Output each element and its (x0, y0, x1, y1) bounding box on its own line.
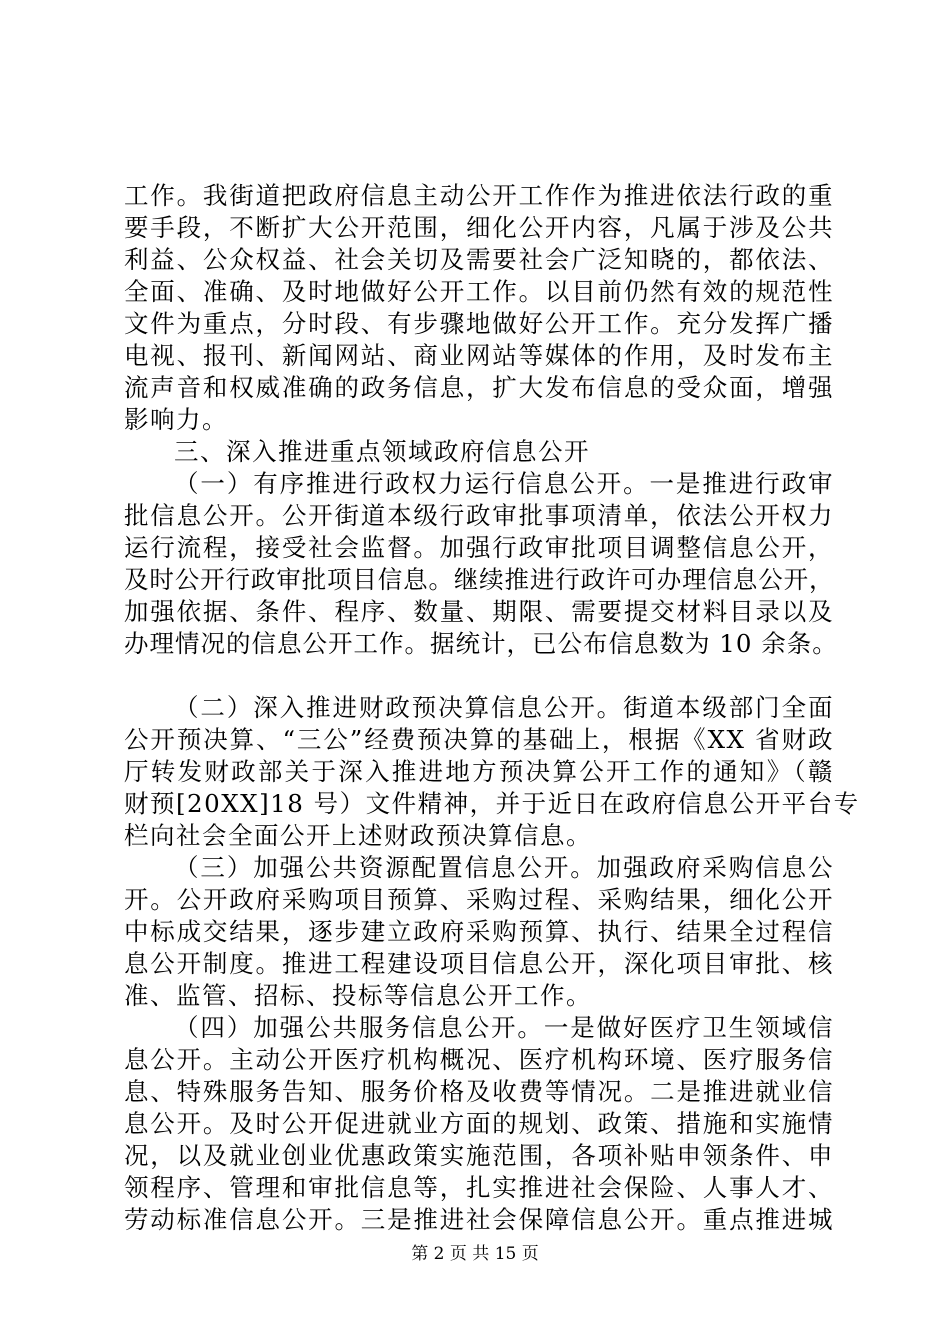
body-line: 文件为重点，分时段、有步骤地做好公开工作。充分发挥广播 (124, 309, 834, 338)
body-line: 息、特殊服务告知、服务价格及收费等情况。二是推进就业信 (124, 1077, 834, 1106)
body-line: 劳动标准信息公开。三是推进社会保障信息公开。重点推进城 (124, 1205, 834, 1234)
body-line: 办理情况的信息公开工作。据统计，已公布信息数为 10 余条。 (124, 629, 838, 658)
body-line: 厅转发财政部关于深入推进地方预决算公开工作的通知》（赣 (124, 757, 834, 786)
body-line: （三）加强公共资源配置信息公开。加强政府采购信息公 (174, 853, 834, 882)
body-line: 加强依据、条件、程序、数量、期限、需要提交材料目录以及 (124, 597, 834, 626)
body-line: 影响力。 (124, 405, 228, 434)
body-line: 利益、公众权益、社会关切及需要社会广泛知晓的，都依法、 (124, 245, 834, 274)
body-line: 流声音和权威准确的政务信息，扩大发布信息的受众面，增强 (124, 373, 834, 402)
body-line: 准、监管、招标、投标等信息公开工作。 (124, 981, 592, 1010)
body-line: 全面、准确、及时地做好公开工作。以目前仍然有效的规范性 (124, 277, 834, 306)
body-line: 及时公开行政审批项目信息。继续推进行政许可办理信息公开， (124, 565, 834, 594)
body-line: 公开预决算、“三公”经费预决算的基础上，根据《XX 省财政 (124, 725, 834, 754)
body-line: 况，以及就业创业优惠政策实施范围，各项补贴申领条件、申 (124, 1141, 834, 1170)
body-line: 息公开。主动公开医疗机构概况、医疗机构环境、医疗服务信 (124, 1045, 834, 1074)
section-heading: 三、深入推进重点领域政府信息公开 (174, 437, 590, 466)
page-number-footer: 第 2 页 共 15 页 (411, 1244, 539, 1264)
body-line: 领程序、管理和审批信息等，扎实推进社会保险、人事人才、 (124, 1173, 834, 1202)
body-line: （二）深入推进财政预决算信息公开。街道本级部门全面 (174, 693, 834, 722)
body-line: （一）有序推进行政权力运行信息公开。一是推进行政审 (174, 469, 834, 498)
body-line: （四）加强公共服务信息公开。一是做好医疗卫生领域信 (174, 1013, 834, 1042)
body-line: 财预[20XX]18 号）文件精神，并于近日在政府信息公开平台专 (124, 789, 860, 818)
body-line: 中标成交结果，逐步建立政府采购预算、执行、结果全过程信 (124, 917, 834, 946)
body-line: 息公开。及时公开促进就业方面的规划、政策、措施和实施情 (124, 1109, 834, 1138)
body-line: 批信息公开。公开街道本级行政审批事项清单，依法公开权力 (124, 501, 834, 530)
body-line: 开。公开政府采购项目预算、采购过程、采购结果，细化公开 (124, 885, 834, 914)
body-line: 栏向社会全面公开上述财政预决算信息。 (124, 821, 592, 850)
body-line: 运行流程，接受社会监督。加强行政审批项目调整信息公开， (124, 533, 834, 562)
body-line: 电视、报刊、新闻网站、商业网站等媒体的作用，及时发布主 (124, 341, 834, 370)
body-line: 要手段，不断扩大公开范围，细化公开内容，凡属于涉及公共 (124, 213, 834, 242)
body-line: 息公开制度。推进工程建设项目信息公开，深化项目审批、核 (124, 949, 834, 978)
body-line: 工作。我街道把政府信息主动公开工作作为推进依法行政的重 (124, 181, 834, 210)
